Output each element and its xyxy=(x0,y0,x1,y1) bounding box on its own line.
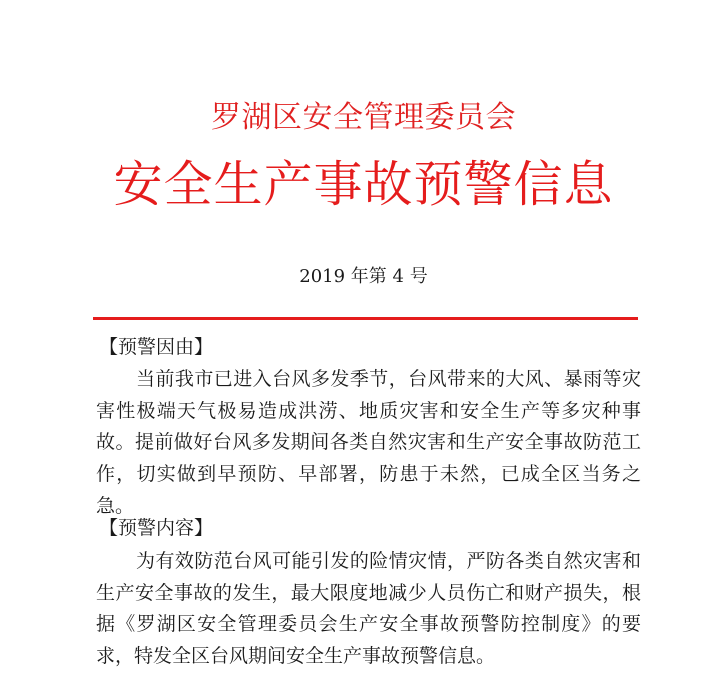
organization-title: 罗湖区安全管理委员会 xyxy=(211,100,516,135)
section-heading-warning-reason: 【预警因由】 xyxy=(99,336,214,358)
document-title: 安全生产事故预警信息 xyxy=(113,156,614,213)
section-heading-warning-content: 【预警内容】 xyxy=(99,517,214,539)
section-body-warning-reason: 当前我市已进入台风多发季节，台风带来的大风、暴雨等灾害性极端天气极易造成洪涝、地质灾害和安全生产等多灾种事故。提前做好台风多发期间各类自然灾害和生产安全事故防范工作，切实做到早预防、早部署，防患于未然，已成全区当务之急。 xyxy=(96,368,641,517)
section-body-warning-content: 为有效防范台风可能引发的险情灾情，严防各类自然灾害和生产安全事故的发生，最大限度地减少人员伤亡和财产损失，根据《罗湖区安全管理委员会生产安全事故预警防控制度》的要求，特发全区台风期间安全生产事故预警信息。 xyxy=(96,550,641,668)
issue-number: 2019 年第 4 号 xyxy=(299,266,428,287)
red-divider-line xyxy=(93,317,638,320)
